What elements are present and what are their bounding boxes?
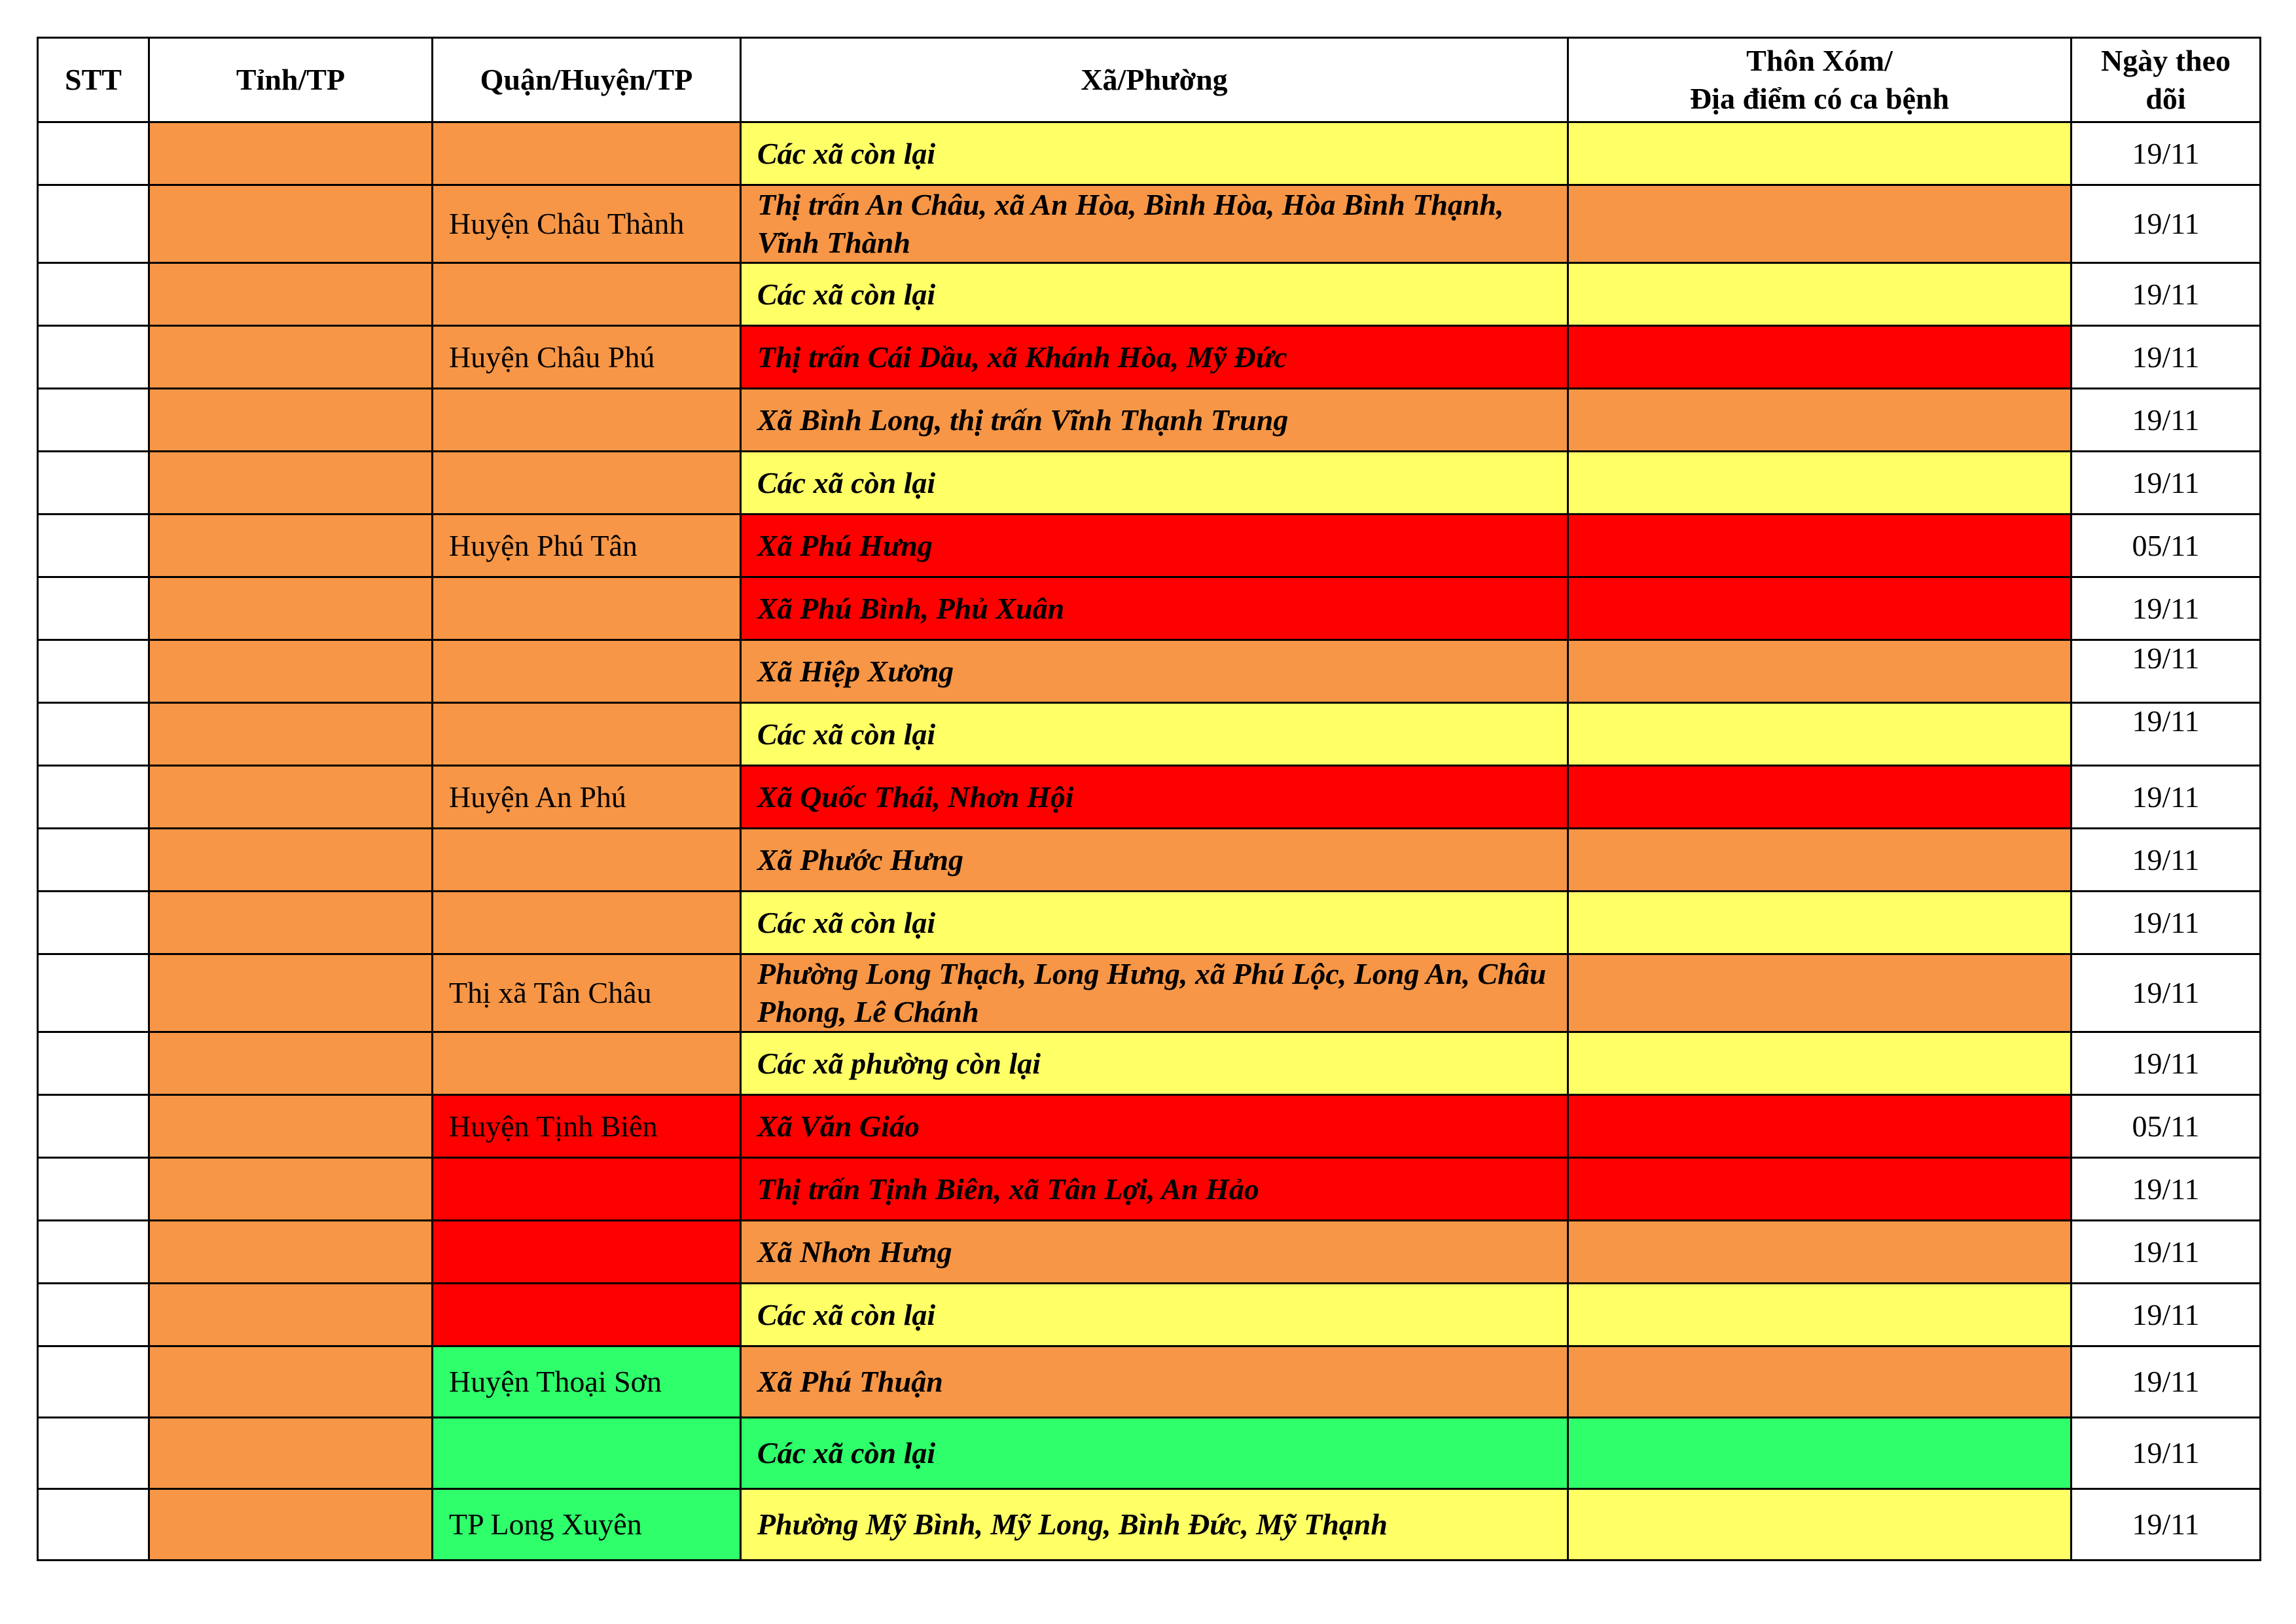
date-cell: 19/11	[2072, 1032, 2261, 1095]
province-cell	[149, 389, 433, 452]
date-cell: 19/11	[2072, 185, 2261, 263]
header-stt: STT	[38, 38, 149, 122]
table-row	[38, 766, 2261, 829]
header-hamlet-line1: Thôn Xóm/	[1746, 44, 1893, 77]
province-cell	[149, 263, 433, 326]
header-date-line2: dõi	[2145, 82, 2186, 115]
district-cell: Huyện Tịnh Biên	[433, 1095, 741, 1158]
stt-cell	[38, 954, 149, 1032]
stt-cell	[38, 514, 149, 577]
table-row	[38, 1032, 2261, 1095]
hamlet-cell	[1568, 1418, 2072, 1489]
ward-cell: Xã Phú Hưng	[741, 514, 1568, 577]
hamlet-cell	[1568, 577, 2072, 640]
stt-cell	[38, 1095, 149, 1158]
ward-cell: Xã Hiệp Xương	[741, 640, 1568, 703]
district-cell: TP Long Xuyên	[433, 1489, 741, 1561]
stt-cell	[38, 577, 149, 640]
table-row	[38, 829, 2261, 892]
hamlet-cell	[1568, 829, 2072, 892]
province-cell	[149, 892, 433, 954]
ward-cell: Các xã còn lại	[741, 1284, 1568, 1346]
province-cell	[149, 829, 433, 892]
province-cell	[149, 326, 433, 389]
header-district: Quận/Huyện/TP	[433, 38, 741, 122]
province-cell	[149, 954, 433, 1032]
stt-cell	[38, 703, 149, 766]
table-header	[38, 38, 2261, 122]
stt-cell	[38, 326, 149, 389]
table-row	[38, 1158, 2261, 1221]
stt-cell	[38, 389, 149, 452]
date-cell: 19/11	[2072, 122, 2261, 185]
hamlet-cell	[1568, 892, 2072, 954]
table-row	[38, 703, 2261, 766]
date-text: 19/11	[2132, 704, 2200, 738]
province-cell	[149, 452, 433, 514]
district-cell: Huyện Thoại Sơn	[433, 1346, 741, 1418]
hamlet-cell	[1568, 514, 2072, 577]
date-cell: 19/11	[2072, 1489, 2261, 1561]
stt-cell	[38, 263, 149, 326]
stt-cell	[38, 766, 149, 829]
hamlet-cell	[1568, 1489, 2072, 1561]
province-cell	[149, 640, 433, 703]
header-province: Tỉnh/TP	[149, 38, 433, 122]
district-cell	[433, 263, 741, 326]
ward-cell: Các xã còn lại	[741, 703, 1568, 766]
table-row	[38, 326, 2261, 389]
table-row	[38, 640, 2261, 703]
district-cell	[433, 452, 741, 514]
district-cell	[433, 1284, 741, 1346]
table-row	[38, 1346, 2261, 1418]
stt-cell	[38, 1418, 149, 1489]
province-cell	[149, 1346, 433, 1418]
table-row	[38, 1489, 2261, 1561]
date-cell: 19/11	[2072, 577, 2261, 640]
ward-cell: Xã Nhơn Hưng	[741, 1221, 1568, 1284]
ward-cell: Phường Long Thạch, Long Hưng, xã Phú Lộc, Long An, Châu Phong, Lê Chánh	[741, 954, 1568, 1032]
table-row	[38, 1095, 2261, 1158]
stt-cell	[38, 185, 149, 263]
date-cell: 19/11	[2072, 766, 2261, 829]
stt-cell	[38, 892, 149, 954]
stt-cell	[38, 1284, 149, 1346]
stt-cell	[38, 640, 149, 703]
hamlet-cell	[1568, 263, 2072, 326]
hamlet-cell	[1568, 326, 2072, 389]
hamlet-cell	[1568, 703, 2072, 766]
stt-cell	[38, 829, 149, 892]
stt-cell	[38, 1032, 149, 1095]
stt-cell	[38, 452, 149, 514]
province-cell	[149, 1489, 433, 1561]
date-cell: 19/11	[2072, 1284, 2261, 1346]
ward-cell: Xã Phước Hưng	[741, 829, 1568, 892]
hamlet-cell	[1568, 1158, 2072, 1221]
district-cell	[433, 122, 741, 185]
district-cell: Huyện Châu Thành	[433, 185, 741, 263]
header-date-line1: Ngày theo	[2100, 44, 2231, 77]
table-row	[38, 1418, 2261, 1489]
ward-cell: Xã Văn Giáo	[741, 1095, 1568, 1158]
district-cell	[433, 577, 741, 640]
district-cell: Thị xã Tân Châu	[433, 954, 741, 1032]
ward-cell: Xã Phú Bình, Phủ Xuân	[741, 577, 1568, 640]
header-hamlet	[1568, 38, 2072, 122]
hamlet-cell	[1568, 122, 2072, 185]
hamlet-cell	[1568, 1032, 2072, 1095]
table-row	[38, 263, 2261, 326]
district-cell: Huyện An Phú	[433, 766, 741, 829]
province-cell	[149, 1221, 433, 1284]
province-cell	[149, 1158, 433, 1221]
ward-cell: Xã Quốc Thái, Nhơn Hội	[741, 766, 1568, 829]
district-cell: Huyện Phú Tân	[433, 514, 741, 577]
province-cell	[149, 766, 433, 829]
hamlet-cell	[1568, 766, 2072, 829]
stt-cell	[38, 1158, 149, 1221]
hamlet-cell	[1568, 452, 2072, 514]
date-cell: 19/11	[2072, 326, 2261, 389]
stt-cell	[38, 1346, 149, 1418]
stt-cell	[38, 122, 149, 185]
hamlet-cell	[1568, 1346, 2072, 1418]
ward-cell: Các xã còn lại	[741, 892, 1568, 954]
date-cell: 19/11	[2072, 452, 2261, 514]
header-hamlet-line2: Địa điểm có ca bệnh	[1689, 82, 1950, 115]
province-cell	[149, 1284, 433, 1346]
date-cell: 19/11	[2072, 954, 2261, 1032]
header-date	[2072, 38, 2261, 122]
ward-cell: Thị trấn Cái Dầu, xã Khánh Hòa, Mỹ Đức	[741, 326, 1568, 389]
ward-cell: Các xã phường còn lại	[741, 1032, 1568, 1095]
district-cell: Huyện Châu Phú	[433, 326, 741, 389]
province-cell	[149, 1095, 433, 1158]
table-body	[38, 122, 2261, 1561]
province-cell	[149, 703, 433, 766]
date-cell: 19/11	[2072, 1418, 2261, 1489]
date-cell: 19/11	[2072, 263, 2261, 326]
district-cell	[433, 1418, 741, 1489]
date-cell: 19/11	[2072, 389, 2261, 452]
header-ward: Xã/Phường	[741, 38, 1568, 122]
hamlet-cell	[1568, 954, 2072, 1032]
covid-zone-table	[37, 37, 2261, 1561]
date-cell: 19/11	[2072, 1346, 2261, 1418]
table-row	[38, 389, 2261, 452]
header-row	[38, 38, 2261, 122]
hamlet-cell	[1568, 389, 2072, 452]
table-row	[38, 954, 2261, 1032]
hamlet-cell	[1568, 1095, 2072, 1158]
date-cell: 19/11	[2072, 892, 2261, 954]
date-text: 19/11	[2132, 641, 2200, 675]
ward-cell: Xã Bình Long, thị trấn Vĩnh Thạnh Trung	[741, 389, 1568, 452]
ward-cell: Phường Mỹ Bình, Mỹ Long, Bình Đức, Mỹ Thạnh	[741, 1489, 1568, 1561]
district-cell	[433, 640, 741, 703]
district-cell	[433, 1221, 741, 1284]
date-cell: 19/11	[2072, 1221, 2261, 1284]
stt-cell	[38, 1221, 149, 1284]
ward-cell: Các xã còn lại	[741, 263, 1568, 326]
province-cell	[149, 1418, 433, 1489]
table-row	[38, 452, 2261, 514]
table-row	[38, 1221, 2261, 1284]
table-row	[38, 892, 2261, 954]
district-cell	[433, 1158, 741, 1221]
district-cell	[433, 1032, 741, 1095]
hamlet-cell	[1568, 640, 2072, 703]
date-cell	[2072, 703, 2261, 766]
ward-cell: Các xã còn lại	[741, 122, 1568, 185]
date-cell: 19/11	[2072, 829, 2261, 892]
district-cell	[433, 829, 741, 892]
table-row	[38, 514, 2261, 577]
table-row	[38, 577, 2261, 640]
date-cell: 05/11	[2072, 1095, 2261, 1158]
ward-cell: Các xã còn lại	[741, 1418, 1568, 1489]
province-cell	[149, 1032, 433, 1095]
hamlet-cell	[1568, 1284, 2072, 1346]
ward-cell: Thị trấn An Châu, xã An Hòa, Bình Hòa, Hòa Bình Thạnh, Vĩnh Thành	[741, 185, 1568, 263]
date-cell	[2072, 640, 2261, 703]
province-cell	[149, 577, 433, 640]
ward-cell: Xã Phú Thuận	[741, 1346, 1568, 1418]
district-cell	[433, 389, 741, 452]
ward-cell: Các xã còn lại	[741, 452, 1568, 514]
province-cell	[149, 185, 433, 263]
hamlet-cell	[1568, 1221, 2072, 1284]
province-cell	[149, 514, 433, 577]
table-row	[38, 122, 2261, 185]
district-cell	[433, 892, 741, 954]
date-cell: 05/11	[2072, 514, 2261, 577]
district-cell	[433, 703, 741, 766]
hamlet-cell	[1568, 185, 2072, 263]
province-cell	[149, 122, 433, 185]
date-cell: 19/11	[2072, 1158, 2261, 1221]
table-row	[38, 185, 2261, 263]
stt-cell	[38, 1489, 149, 1561]
table-row	[38, 1284, 2261, 1346]
ward-cell: Thị trấn Tịnh Biên, xã Tân Lợi, An Hảo	[741, 1158, 1568, 1221]
